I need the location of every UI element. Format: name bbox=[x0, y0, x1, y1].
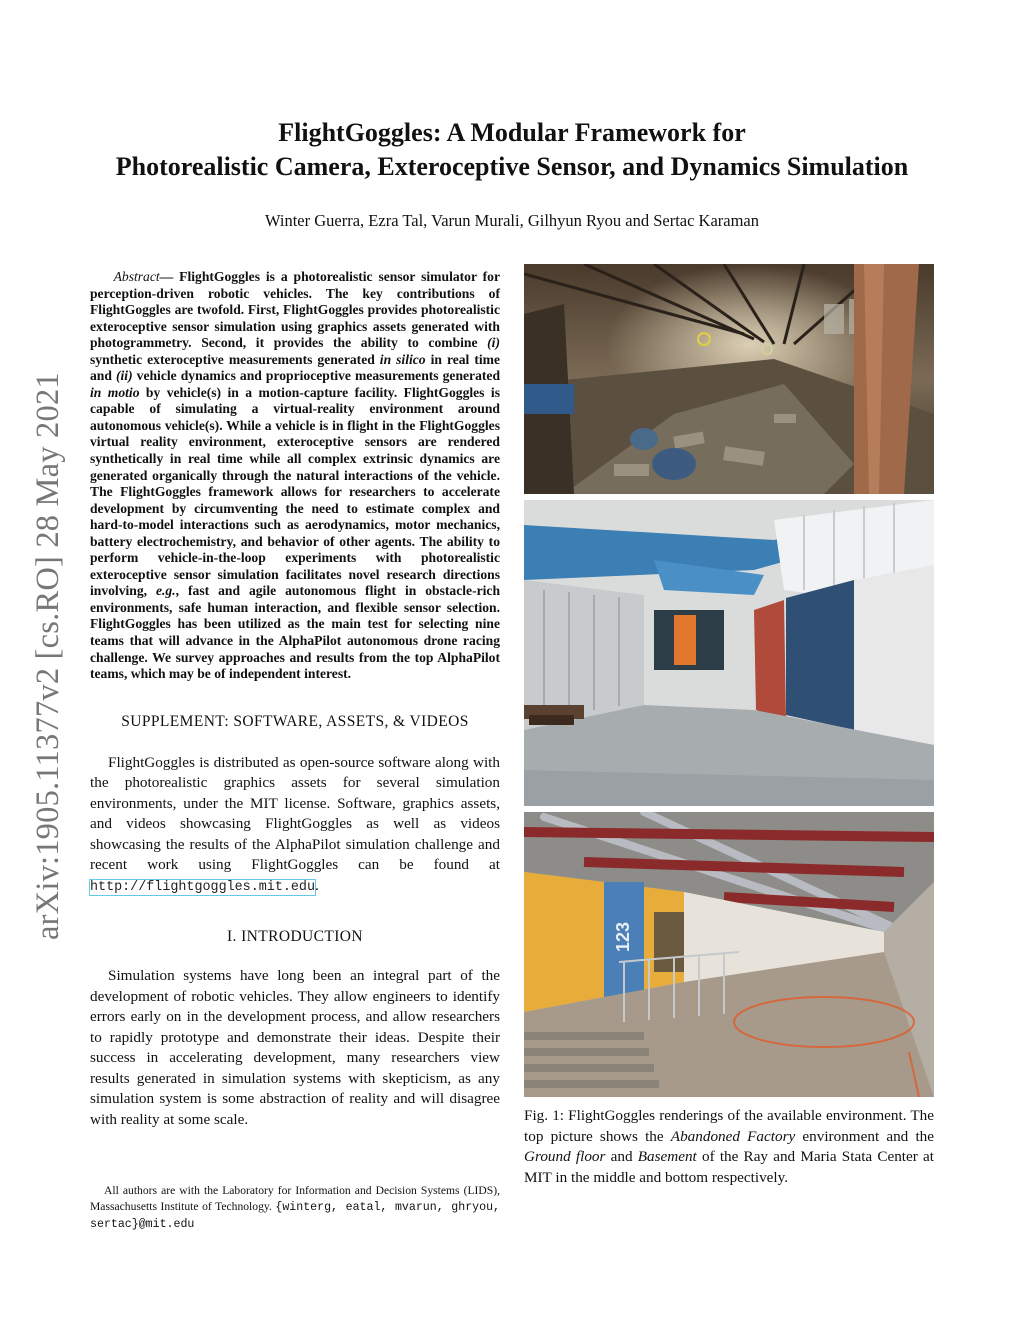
paper-title bbox=[60, 116, 964, 184]
abstract-lead: Abstract bbox=[113, 269, 160, 284]
ground-floor-rendering bbox=[524, 500, 934, 806]
author-list: Winter Guerra, Ezra Tal, Varun Murali, Gilhyun Ryou and Sertac Karaman bbox=[264, 211, 760, 230]
figure-panel-factory bbox=[524, 264, 934, 494]
introduction-paragraph: Simulation systems have long been an integral part of the development of robotic vehicles. They allow engineers to identify errors early on in the development process, and allow researchers to rapidly prototype and demonstrate their ideas. Despite their success in accelerating development, many researchers view results generated in simulation systems with skepticism, as any simulation system is some abstraction of reality and will disagree with reality at some scale. bbox=[90, 967, 500, 1128]
supplement-heading: SUPPLEMENT: SOFTWARE, ASSETS, & VIDEOS bbox=[121, 712, 469, 730]
figure-caption: Fig. 1: FlightGoggles renderings of the available environment. The top picture shows the Abandoned Factory environment and the Ground floor and Basement of the Ray and Maria Stata Center at MIT in the middle and bottom respectively. bbox=[524, 1107, 934, 1186]
introduction-heading: I. INTRODUCTION bbox=[226, 928, 363, 946]
factory-rendering bbox=[524, 264, 934, 494]
basement-sign: 123 bbox=[613, 921, 633, 953]
figure-panel-ground-floor bbox=[524, 500, 934, 806]
abstract: Abstract— FlightGoggles is a photorealistic sensor simulator for perception-driven robotic vehicles. The key contributions of FlightGoggles are twofold. First, FlightGoggles provides photorealistic exteroceptive sensor simulation using graphics assets generated with photogrammetry. Second, it provides the ability to combine (i) synthetic exteroceptive measurements generated in silico in real time and (ii) vehicle dynamics and proprioceptive measurements generated in motio by vehicle(s) in a motion-capture facility. FlightGoggles is capable of simulating a virtual-reality environment around autonomous vehicle(s). While a vehicle is in flight in the FlightGoggles virtual reality environment, exteroceptive sensors are rendered synthetically in real time while all complex extrinsic dynamics are generated organically through the natural interactions of the vehicle. The FlightGoggles framework allows for researchers to accelerate development by circumventing the need to estimate complex and hard-to-model interactions such as aerodynamics, motor mechanics, battery electrochemistry, and behavior of other agents. The ability to perform vehicle-in-the-loop experiments with photorealistic exteroceptive sensor simulation facilitates novel research directions involving, e.g., fast and agile autonomous flight in obstacle-rich environments, safe human interaction, and flexible sensor selection. FlightGoggles has been utilized as the main test for selecting nine teams that will advance in the AlphaPilot autonomous drone racing challenge. We survey approaches and results from the top AlphaPilot teams, which may be of independent interest. bbox=[90, 269, 501, 682]
title-line-1: FlightGoggles: A Modular Framework for bbox=[278, 118, 746, 147]
author-footnote: All authors are with the Laboratory for Information and Decision Systems (LIDS), Massachusetts Institute of Technology. {winterg, eatal, mvarun, ghryou, sertac}@mit.edu bbox=[90, 1184, 500, 1231]
figure-panel-basement bbox=[524, 812, 934, 1097]
basement-rendering bbox=[524, 812, 934, 1097]
project-link[interactable]: http://flightgoggles.mit.edu bbox=[90, 879, 315, 895]
title-line-2: Photorealistic Camera, Exteroceptive Sensor, and Dynamics Simulation bbox=[115, 152, 909, 181]
arxiv-stamp: arXiv:1905.11377v2 [cs.RO] 28 May 2021 bbox=[30, 372, 66, 940]
author-emails: {winterg, eatal, mvarun, ghryou, sertac}@mit.edu bbox=[90, 1201, 500, 1231]
left-column bbox=[90, 269, 500, 1130]
supplement-paragraph: FlightGoggles is distributed as open-source software along with the photorealistic graphics assets for several simulation environments, under the MIT license. Software, graphics assets, and videos showcasing FlightGoggles as well as videos showcasing the results of the AlphaPilot simulation challenge and recent work using FlightGoggles can be found at http://flightgoggles.mit.edu. bbox=[90, 753, 500, 895]
